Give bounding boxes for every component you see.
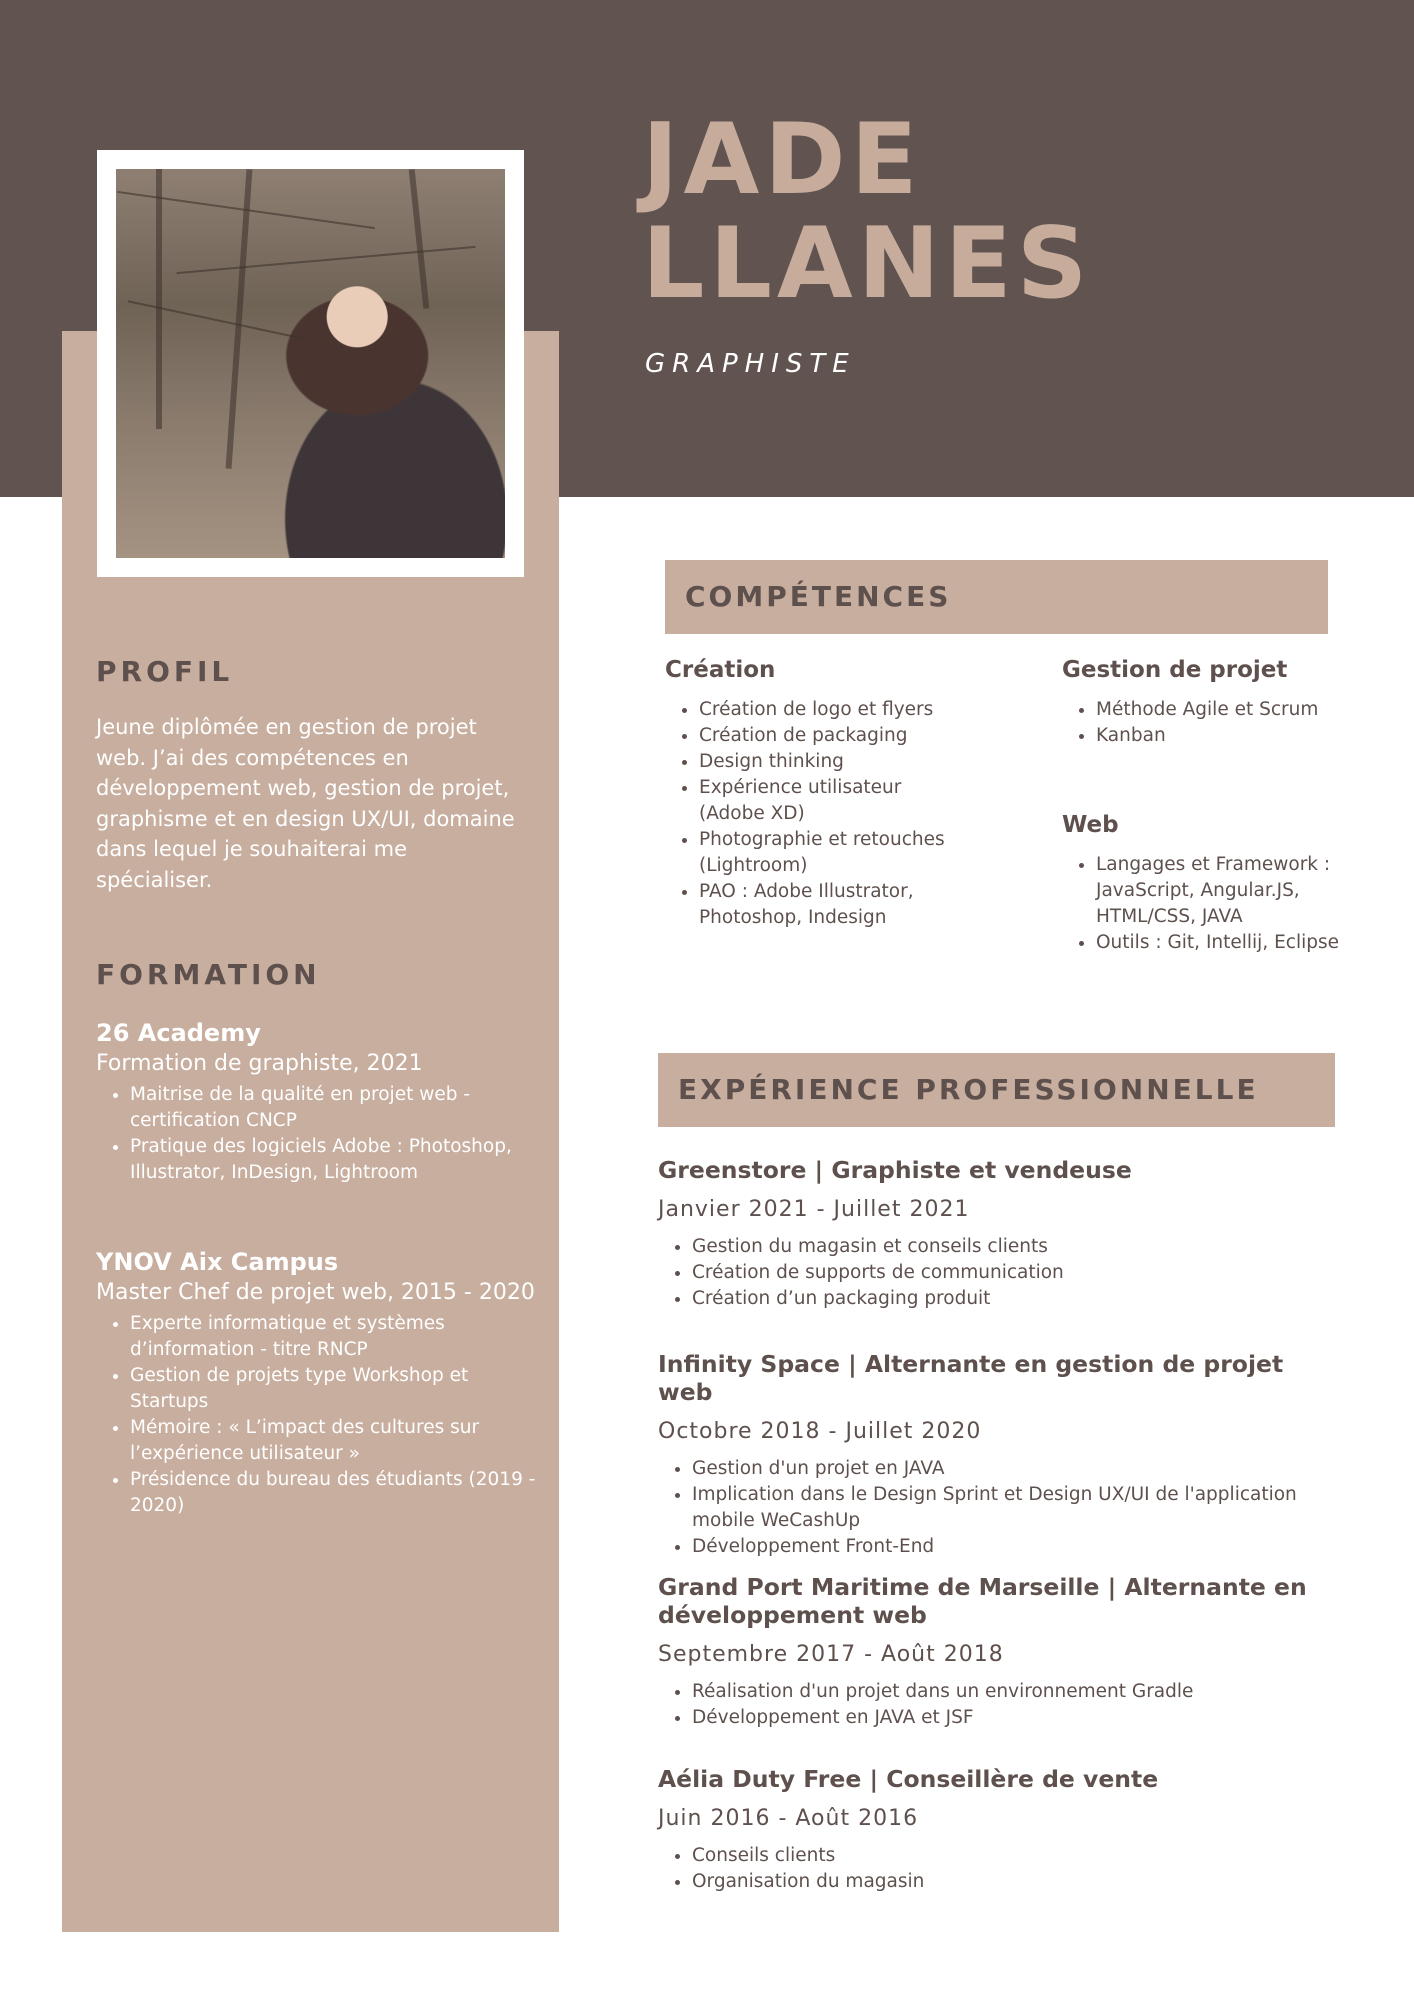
list-item: • Gestion du magasin et conseils clients — [692, 1234, 1338, 1260]
school-entry — [96, 1018, 536, 1186]
job-title: GRAPHISTE — [645, 349, 856, 379]
profile-text: Jeune diplômée en gestion de projet web. J’ai des compétences en développement web, gestion de projet, graphisme et en design UX/UI, domaine dans lequel je souhaiterai me spécialiser. — [96, 715, 515, 892]
list-item: • Mémoire : « L’impact des cultures sur l’expérience utilisateur » — [130, 1415, 536, 1467]
profile-heading: PROFIL — [96, 655, 234, 688]
job-points — [658, 1456, 1338, 1560]
list-item: • Kanban — [1096, 723, 1352, 749]
list-item: • Pratique des logiciels Adobe : Photoshop, Illustrator, InDesign, Lightroom — [130, 1134, 536, 1186]
school-name: 26 Academy — [96, 1019, 261, 1047]
job-points — [658, 1679, 1338, 1731]
job-title: Grand Port Maritime de Marseille | Alternante en développement web — [658, 1573, 1307, 1629]
school-points — [96, 1311, 536, 1519]
profile-photo — [116, 169, 505, 558]
school-degree: Master Chef de projet web, 2015 - 2020 — [96, 1280, 535, 1305]
skills-heading: COMPÉTENCES — [685, 580, 952, 613]
skill-group-title: Gestion de projet — [1062, 657, 1288, 683]
job-entry — [658, 1765, 1338, 1895]
list-item: • Design thinking — [699, 749, 955, 775]
job-dates: Octobre 2018 - Juillet 2020 — [658, 1419, 982, 1444]
job-entry — [658, 1350, 1338, 1560]
list-item: • Création d’un packaging produit — [692, 1286, 1338, 1312]
skill-group-title: Création — [665, 657, 776, 683]
skill-list — [665, 697, 955, 931]
list-item: • Outils : Git, Intellij, Eclipse — [1096, 930, 1352, 956]
list-item: • Présidence du bureau des étudiants (2019 - 2020) — [130, 1467, 536, 1519]
list-item: • Réalisation d'un projet dans un environnement Gradle — [692, 1679, 1338, 1705]
list-item: • Expérience utilisateur (Adobe XD) — [699, 775, 955, 827]
skill-group-web — [1062, 810, 1352, 956]
job-entry — [658, 1156, 1338, 1312]
list-item: • Langages et Framework : JavaScript, Angular.JS, HTML/CSS, JAVA — [1096, 852, 1352, 930]
list-item: • Création de packaging — [699, 723, 955, 749]
skills-section-bar — [665, 560, 1328, 634]
job-title: Greenstore | Graphiste et vendeuse — [658, 1156, 1132, 1184]
skill-group-title: Web — [1062, 812, 1119, 838]
job-dates: Septembre 2017 - Août 2018 — [658, 1642, 1004, 1667]
school-entry — [96, 1247, 536, 1519]
last-name: LLANES — [642, 207, 1093, 321]
list-item: • Création de logo et flyers — [699, 697, 955, 723]
job-dates: Janvier 2021 - Juillet 2021 — [658, 1197, 970, 1222]
job-title: Infinity Space | Alternante en gestion de projet web — [658, 1350, 1284, 1406]
first-name: JADE — [642, 103, 923, 217]
skill-group-creation — [665, 655, 955, 931]
skill-list — [1062, 697, 1352, 749]
list-item: • Méthode Agile et Scrum — [1096, 697, 1352, 723]
job-points — [658, 1843, 1338, 1895]
list-item: • Conseils clients — [692, 1843, 1338, 1869]
experience-heading: EXPÉRIENCE PROFESSIONNELLE — [678, 1073, 1259, 1106]
list-item: • PAO : Adobe Illustrator, Photoshop, Indesign — [699, 879, 955, 931]
school-name: YNOV Aix Campus — [96, 1248, 339, 1276]
list-item: • Implication dans le Design Sprint et Design UX/UI de l'application mobile WeCashUp — [692, 1482, 1338, 1534]
skill-group-project-management — [1062, 655, 1352, 749]
job-points — [658, 1234, 1338, 1312]
list-item: • Développement Front-End — [692, 1534, 1338, 1560]
experience-section-bar — [658, 1053, 1335, 1127]
list-item: • Gestion de projets type Workshop et Startups — [130, 1363, 536, 1415]
list-item: • Développement en JAVA et JSF — [692, 1705, 1338, 1731]
list-item: • Photographie et retouches (Lightroom) — [699, 827, 955, 879]
list-item: • Maitrise de la qualité en projet web - certification CNCP — [130, 1082, 536, 1134]
list-item: • Création de supports de communication — [692, 1260, 1338, 1286]
list-item: • Experte informatique et systèmes d’information - titre RNCP — [130, 1311, 536, 1363]
list-item: • Organisation du magasin — [692, 1869, 1338, 1895]
job-dates: Juin 2016 - Août 2016 — [658, 1806, 919, 1831]
education-heading: FORMATION — [96, 958, 321, 991]
list-item: • Gestion d'un projet en JAVA — [692, 1456, 1338, 1482]
job-title: Aélia Duty Free | Conseillère de vente — [658, 1765, 1159, 1793]
school-degree: Formation de graphiste, 2021 — [96, 1051, 423, 1076]
job-entry — [658, 1573, 1338, 1731]
profile-photo-frame — [97, 150, 524, 577]
full-name — [642, 103, 1093, 321]
school-points — [96, 1082, 536, 1186]
skill-list — [1062, 852, 1352, 956]
